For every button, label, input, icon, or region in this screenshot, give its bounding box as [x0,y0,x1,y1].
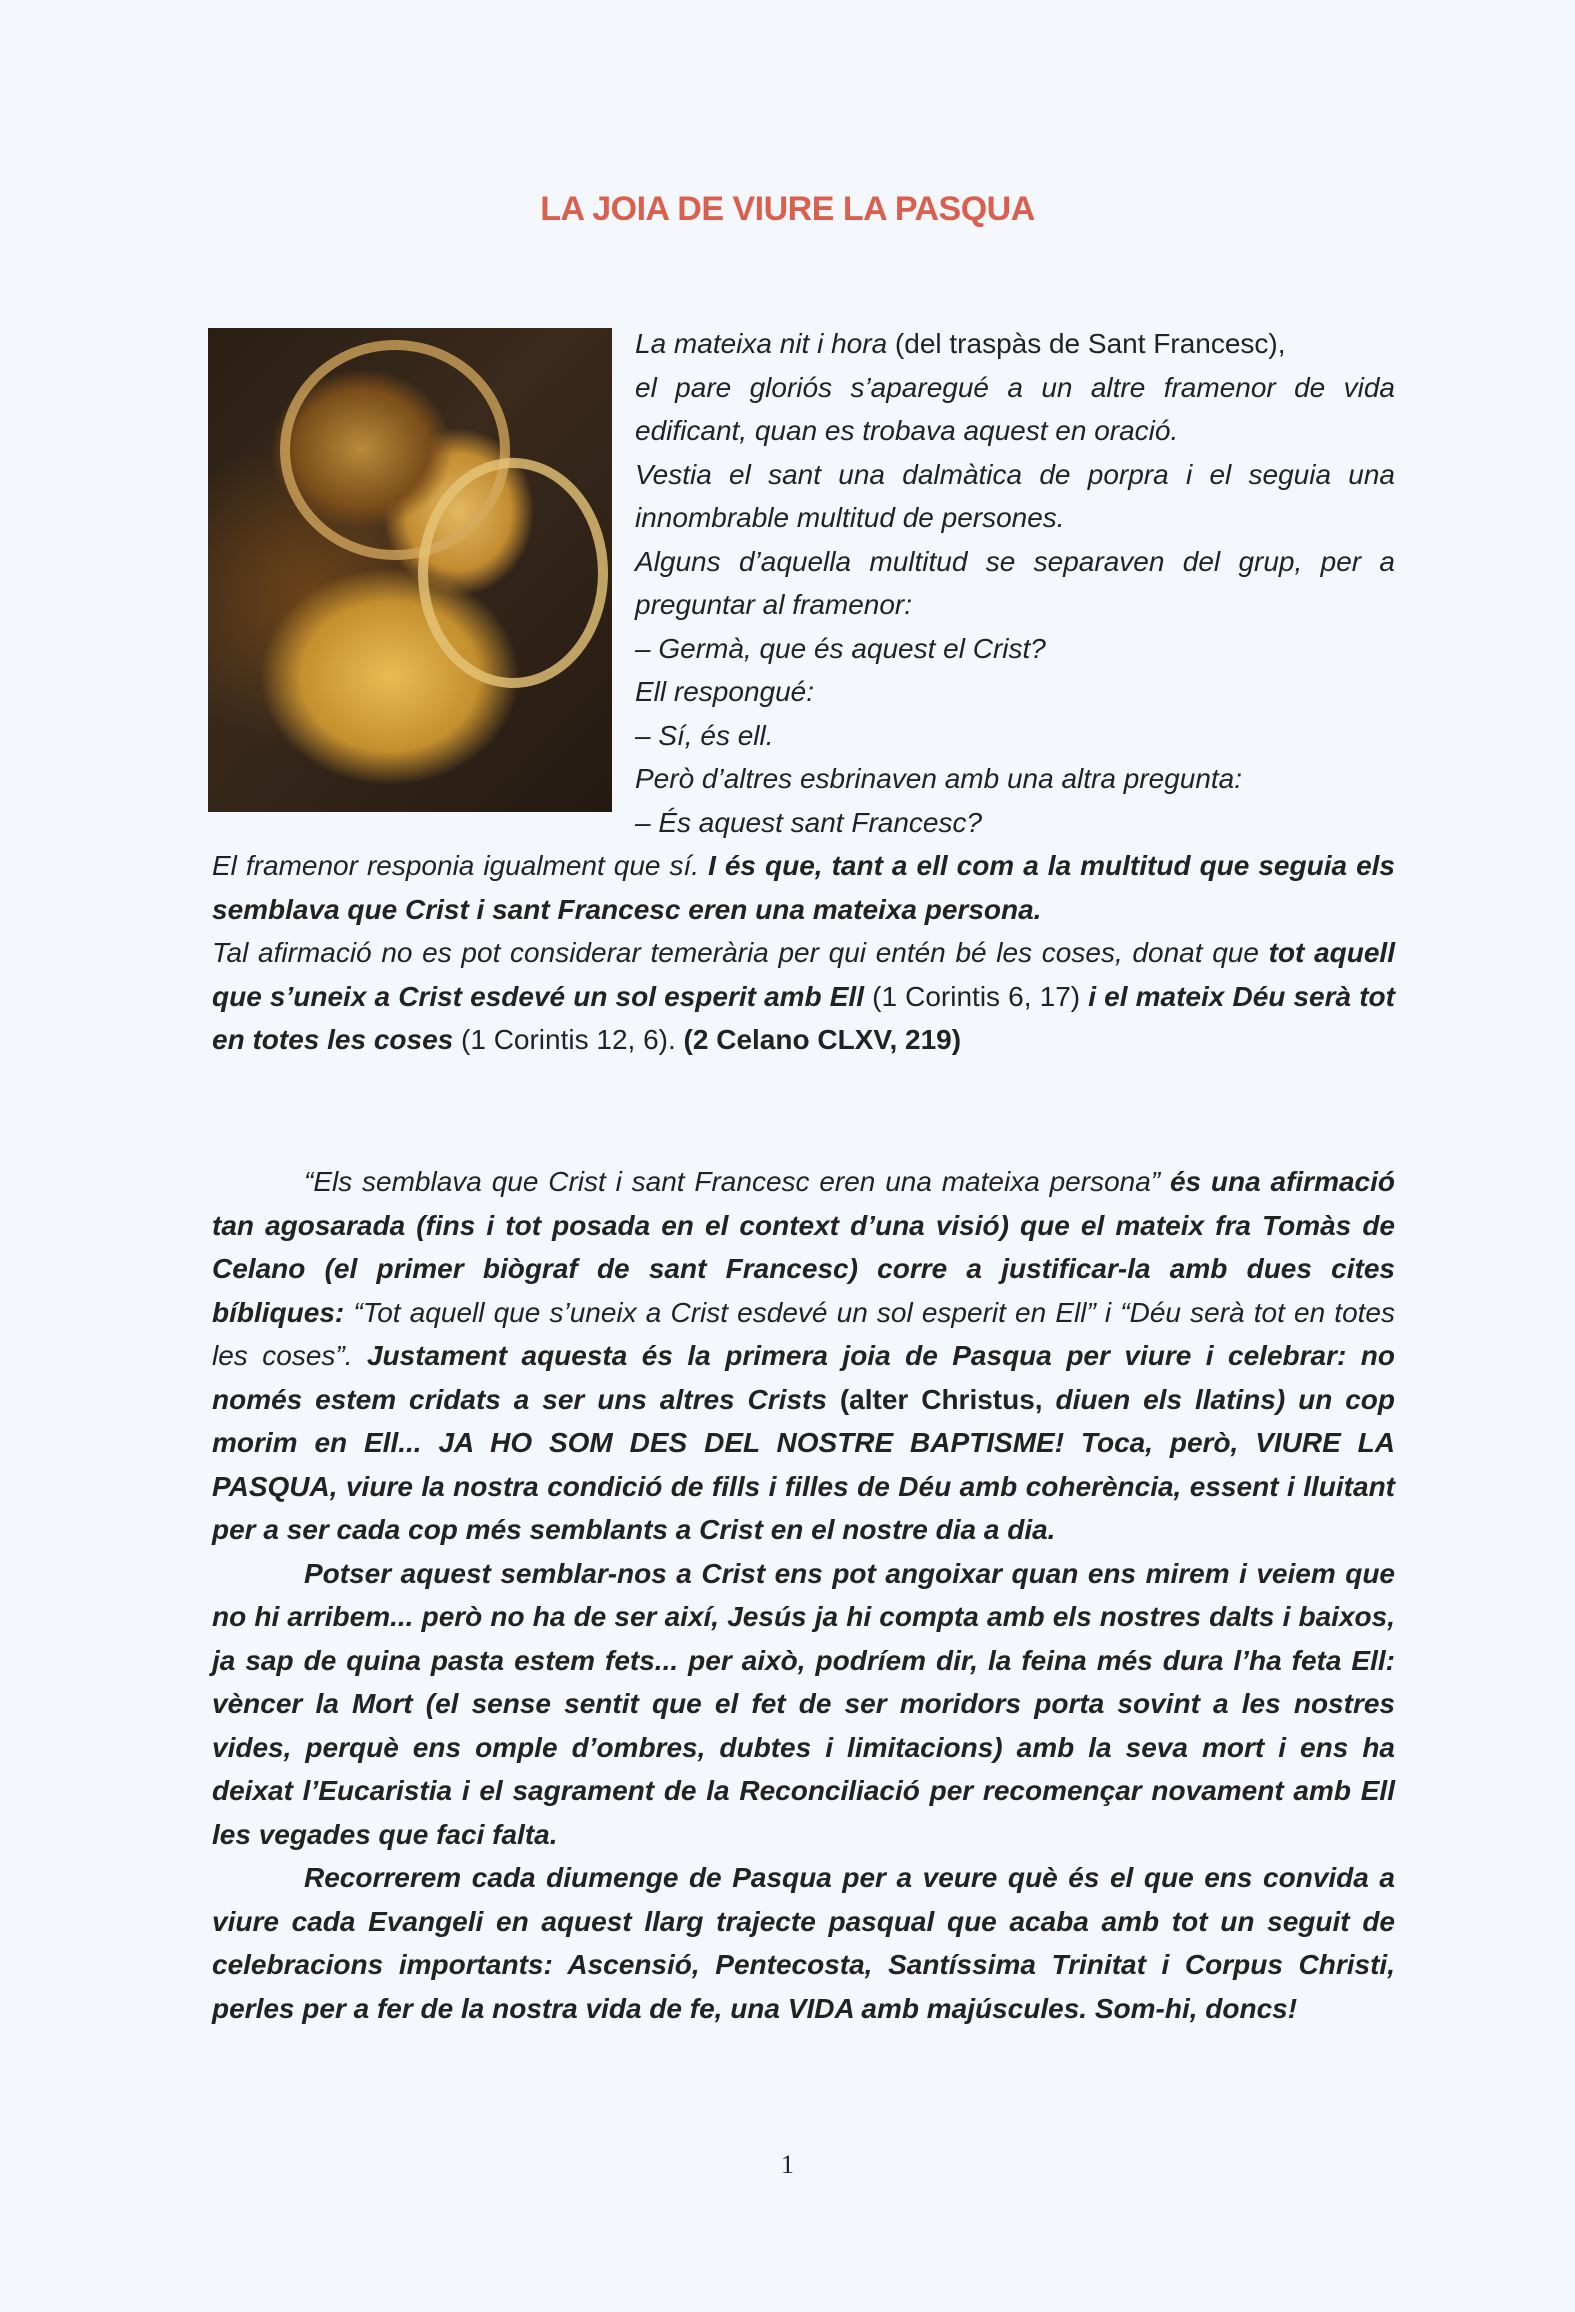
commentary-p1-a: “Els semblava que Crist i sant Francesc eren una mateixa persona” [304,1166,1170,1197]
page-title: LA JOIA DE VIURE LA PASQUA [540,190,1035,228]
commentary-p1-g: ) un cop morim en Ell... JA HO SOM DES DEL NOSTRE BAPTISME! Toca, però, VIURE LA PASQUA, viure la nostra condició de fills i filles de Déu amb coherència, essent i lluitant per a ser cada cop més semblants a Crist en el nostre dia a dia. [212,1383,1396,1545]
quote-line-2: el pare gloriós s’aparegué a un altre framenor de vida edificant, quan es trobava aquest en oració. [635,371,1395,446]
quote-line-3: Vestia el sant una dalmàtica de porpra i el seguia una innombrable multitud de persones. [635,458,1395,533]
commentary-p1-e: (alter Christus, [839,1383,1056,1415]
quote-line-8: Però d’altres esbrinaven amb una altra pregunta: [635,763,1243,794]
saint-francis-christ-illustration [208,328,612,812]
quote-line-1-italic: La mateixa nit i hora [635,328,888,359]
quote-line-9: – És aquest sant Francesc? [635,806,983,838]
continuation-p2-a: Tal afirmació no es pot considerar temerària per qui entén bé les coses, donat que [212,937,1269,968]
commentary-p1-c: “Tot aquell que s’uneix a Crist esdevé un sol esperit en Ell” i “Déu serà tot en totes les coses”. [212,1296,1396,1371]
commentary-paragraph-1 [212,1160,1395,1552]
quote-block [635,322,1395,844]
commentary-p1-f: diuen els llatins [1055,1383,1276,1415]
continuation-block [212,844,1395,1062]
continuation-paragraph-1 [212,844,1395,931]
quote-line-1 [635,322,1395,366]
continuation-paragraph-2 [212,931,1395,1062]
continuation-p2-d: i el mateix Déu serà tot en totes les coses [212,980,1395,1055]
quote-line-7: – Sí, és ell. [635,719,774,751]
quote-line-6: Ell respongué: [635,676,815,707]
continuation-p1-italic: El framenor responia igualment que sí. [212,850,709,881]
quote-line-5: – Germà, que és aquest el Crist? [635,632,1046,664]
commentary-p1-d: Justament aquesta és la primera joia de Pasqua per viure i celebrar: no només estem cridats a ser uns altres Crists [212,1340,1395,1415]
page-number: 1 [781,2150,794,2179]
quote-line-4: Alguns d’aquella multitud se separaven del grup, per a preguntar al framenor: [635,545,1395,620]
continuation-p2-f: (2 Celano CLXV, 219) [683,1024,962,1055]
halo-christ [418,458,608,688]
quote-line-1-rest: (del traspàs de Sant Francesc), [887,328,1286,359]
commentary-p1-b: és una afirmació tan agosarada (fins i tot posada en el context d’una visió) que el mateix fra Tomàs de Celano (el primer biògraf de sant Francesc) corre a justificar-la amb dues cites bíbliques: [212,1166,1395,1328]
continuation-p2-e: (1 Corintis 12, 6). [453,1024,684,1055]
continuation-p1-bold: I és que, tant a ell com a la multitud que seguia els semblava que Crist i sant Francesc eren una mateixa persona. [212,850,1395,925]
commentary-paragraph-2: Potser aquest semblar-nos a Crist ens pot angoixar quan ens mirem i veiem que no hi arribem... però no ha de ser així, Jesús ja hi compta amb els nostres dalts i baixos, ja sap de quina pasta estem fets... per això, podríem dir, la feina més dura l’ha feta Ell: vèncer la Mort (el sense sentit que el fet de ser moridors porta sovint a les nostres vides, perquè ens omple d’ombres, dubtes i limitacions) amb la seva mort i ens ha deixat l’Eucaristia i el sagrament de la Reconciliació per recomençar novament amb Ell les vegades que faci falta. [212,1557,1395,1850]
commentary-paragraph-3: Recorrerem cada diumenge de Pasqua per a veure què és el que ens convida a viure cada Evangeli en aquest llarg trajecte pasqual que acaba amb tot un seguit de celebracions importants: Ascensió, Pentecosta, Santíssima Trinitat i Corpus Christi, perles per a fer de la nostra vida de fe, una VIDA amb majúscules. Som-hi, doncs! [212,1862,1395,2024]
continuation-p2-b: tot aquell que s’uneix a Crist esdevé un sol esperit amb Ell [212,937,1395,1012]
commentary-block [212,1160,1395,2030]
continuation-p2-c: (1 Corintis 6, 17) [864,980,1089,1012]
